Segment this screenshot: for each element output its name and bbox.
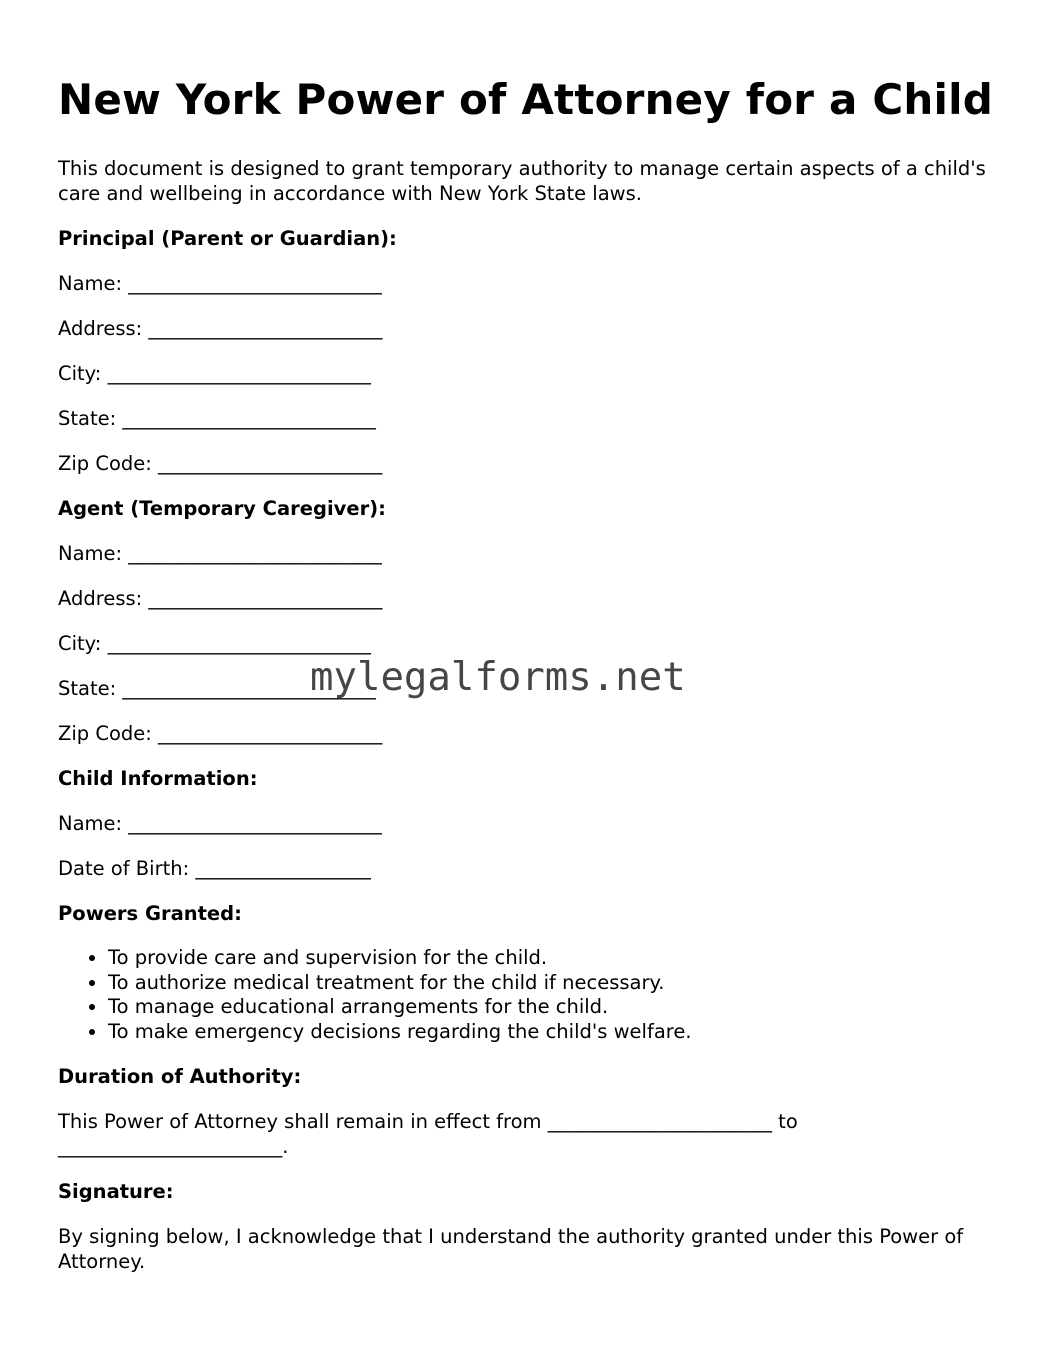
list-item: • To manage educational arrangements for the child. — [108, 995, 998, 1020]
duration-paragraph: This Power of Attorney shall remain in effect from _______________________ to _______________________. — [58, 1110, 798, 1158]
principal-city-field: City: ___________________________ — [58, 362, 371, 385]
child-name-field: Name: __________________________ — [58, 812, 382, 835]
watermark: mylegalforms.net — [310, 655, 686, 700]
powers-heading: Powers Granted: — [58, 902, 242, 925]
principal-state-field: State: __________________________ — [58, 407, 376, 430]
agent-state-field: State: __________________________ — [58, 677, 376, 700]
list-item: • To provide care and supervision for the child. — [108, 946, 998, 971]
agent-heading: Agent (Temporary Caregiver): — [58, 497, 386, 520]
duration-heading: Duration of Authority: — [58, 1065, 302, 1088]
page-title: New York Power of Attorney for a Child — [58, 75, 993, 124]
intro-paragraph: This document is designed to grant temporary authority to manage certain aspects of a child's care and wellbeing in accordance with New York State laws. — [58, 157, 986, 205]
agent-address-field: Address: ________________________ — [58, 587, 383, 610]
list-item: • To authorize medical treatment for the child if necessary. — [108, 971, 998, 996]
principal-zip-field: Zip Code: _______________________ — [58, 452, 383, 475]
child-dob-field: Date of Birth: __________________ — [58, 857, 371, 880]
principal-heading: Principal (Parent or Guardian): — [58, 227, 397, 250]
agent-zip-field: Zip Code: _______________________ — [58, 722, 383, 745]
signature-heading: Signature: — [58, 1180, 174, 1203]
agent-name-field: Name: __________________________ — [58, 542, 382, 565]
agent-city-field: City: ___________________________ — [58, 632, 371, 655]
signature-paragraph: By signing below, I acknowledge that I understand the authority granted under this Power of Attorney. — [58, 1225, 964, 1273]
powers-list — [58, 946, 998, 1044]
list-item: • To make emergency decisions regarding the child's welfare. — [108, 1020, 998, 1045]
principal-name-field: Name: __________________________ — [58, 272, 382, 295]
principal-address-field: Address: ________________________ — [58, 317, 383, 340]
child-heading: Child Information: — [58, 767, 258, 790]
